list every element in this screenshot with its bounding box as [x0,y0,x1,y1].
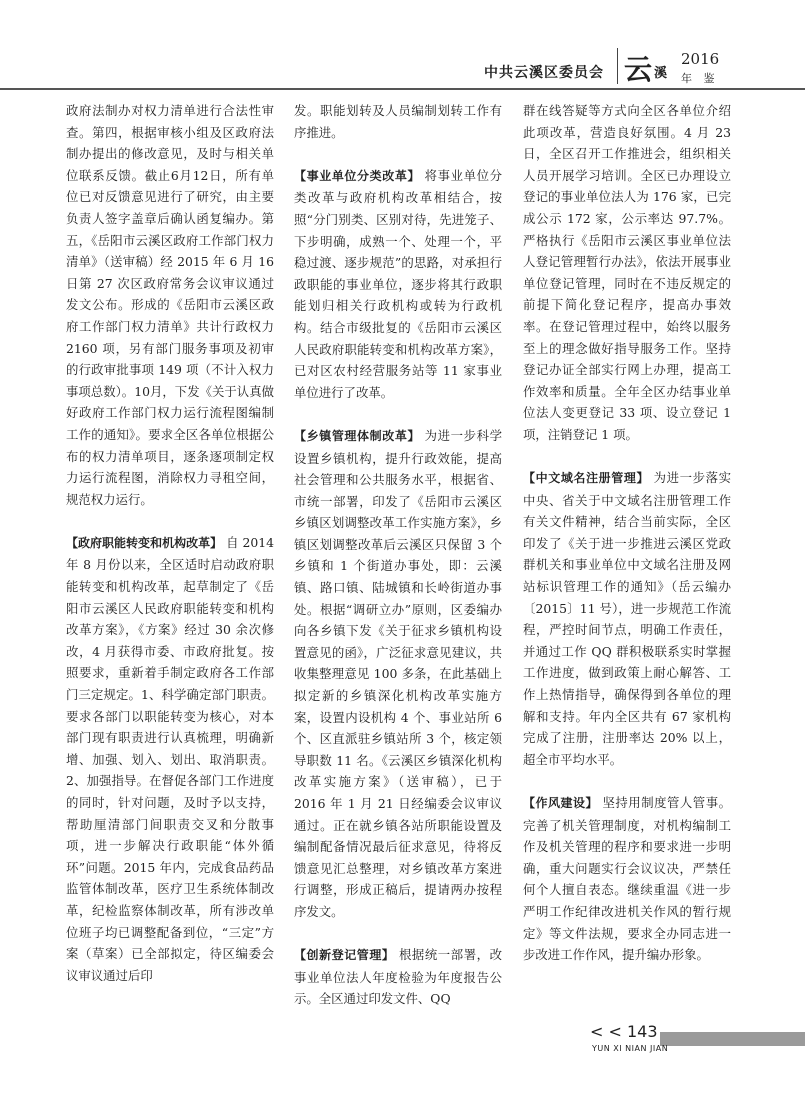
header-year: 2016 [681,50,720,68]
footer-bar [660,1032,805,1046]
section-text: 根据统一部署，改事业单位法人年度检验为年度报告公示。全区通过印发文件、QQ [294,947,502,1007]
section-tag: 【乡镇管理体制改革】 [294,428,421,443]
column-3 [523,100,731,966]
section-tag: 【中文域名注册管理】 [523,471,650,486]
section-text: 为进一步落实中央、省关于中文域名注册管理工作有关文件精神，结合当前实际，全区印发了《关于进一步推进云溪区党政群机关和事业单位中文域名注册及网站标识管理工作的通知》（岳云编办〔2015〕11 号），进一步规范工作流程，严控时间节点，明确工作责任，并通过工作 QQ 群积极联系实时掌握工作进度，做到政策上耐心解答、工作上热情指导，确保得到各单位的理解和支持。年内全区共有 67 家机构完成了注册，注册率达 20% 以上，超全市平均水平。 [523,470,731,767]
section-tag: 【政府职能转变和机构改革】 [66,535,223,550]
section-tag: 【创新登记管理】 [294,948,395,963]
section-text: 自 2014 年 8 月份以来，全区适时启动政府职能转变和机构改革，起草制定了《岳阳市云溪区人民政府职能转变和机构改革方案》，《方案》经过 30 余次修改，4 月获得市委、市政府批复。按照要求，重新着手制定政府各工作部门三定规定。1、科学确定部门职责。要求各部门以职能转变为核心，对本部门现有职责进行认真梳理，明确新增、加强、划入、划出、取消职责。2、加强指导。在督促各部门工作进度的同时，针对问题，及时予以支持，帮助厘清部门间职责交叉和分散事项，进一步解决行政职能“体外循环”问题。2015 年内，完成食品药品监管体制改革，医疗卫生系统体制改革，纪检监察体制改革，所有涉改单位班子均已调整配备到位，“三定”方案（草案）已全部拟定，待区编委会议审议通过后印 [66,534,274,983]
paragraph: 群在线答疑等方式向全区各单位介绍此项改革，营造良好氛围。4 月 23 日，全区召开工作推进会，组织相关人员开展学习培训。全区已办理设立登记的事业单位法人为 176 家，已完成公示 172 家，公示率达 97.7%。严格执行《岳阳市云溪区事业单位法人登记管理暂行办法》，依法开展事业单位登记管理，同时在不违反规定的前提下简化登记程序，提高办事效率。在登记管理过程中，始终以服务至上的理念做好指导服务工作。坚持登记办证全部实行网上办理，提高工作效率和质量。全年全区办结事业单位法人变更登记 33 项、设立登记 1 项，注销登记 1 项。 [523,103,731,442]
section-text: 将事业单位分类改革与政府机构改革相结合，按照“分门别类、区别对待，先进笼子、下步明确，成熟一个、处理一个，平稳过渡、逐步规范”的思路，对承担行政职能的事业单位，逐步将其行政职能划归相关行政机构或转为行政机构。结合市级批复的《岳阳市云溪区人民政府职能转变和机构改革方案》，已对区农村经营服务站等 11 家事业单位进行了改革。 [294,167,502,400]
logo-small-char: 溪 [654,66,668,81]
column-1 [66,100,274,986]
section-township-reform [294,425,502,923]
section-govt-function-reform [66,532,274,986]
header-yearbook: 年 鉴 [681,72,719,85]
section-text: 坚持用制度管人管事。完善了机关管理制度，对机构编制工作及机关管理的程序和要求进一步明确，重大问题实行会议议决，严禁任何个人擅自表态。继续重温《进一步严明工作纪律改进机关作风的暂行规定》等文件法规，要求全办同志进一步改进工作作风，提升编办形象。 [523,795,731,963]
section-tag: 【事业单位分类改革】 [294,168,421,183]
section-registration-innovation [294,944,502,1010]
section-tag: 【作风建设】 [523,796,599,810]
section-domain-registration [523,467,731,770]
header-rule [0,88,805,90]
header-org-name: 中共云溪区委员会 [484,65,604,81]
page-header [0,0,805,92]
logo-big-char: 云 [624,53,653,86]
section-public-institution-reform [294,165,502,404]
section-work-style [523,792,731,966]
paragraph: 政府法制办对权力清单进行合法性审查。第四，根据审核小组及区政府法制办提出的修改意见，及时与相关单位联系反馈。截止6月12日，所有单位已对反馈意见进行了研究，由主要负责人签字盖章后确认函复编办。第五，《岳阳市云溪区政府工作部门权力清单》（送审稿）经 2015 年 6 月 16 日第 27 次区政府常务会议审议通过发文公布。形成的《岳阳市云溪区政府工作部门权力清单》共计行政权力 2160 项，另有部门服务事项及初审的行政审批事项 149 项（不计入权力事项总数）。10月，下发《关于认真做好政府工作部门权力运行流程图编制工作的通知》。要求全区各单位根据公布的权力清单项目，逐条逐项制定权力运行流程图，消除权力寻租空间，规范权力运行。 [66,103,274,507]
page-number: < < 143 [590,1022,658,1041]
paragraph: 发。职能划转及人员编制划转工作有序推进。 [294,103,502,140]
section-text: 为进一步科学设置乡镇机构，提升行政效能，提高社会管理和公共服务水平，根据省、市统一部署，印发了《岳阳市云溪区乡镇区划调整改革工作实施方案》，乡镇区划调整改革后云溪区只保留 3 个乡镇和 1 个街道办事处，即：云溪镇、路口镇、陆城镇和长岭街道办事处。根据“调研立办”原则，区委编办向各乡镇下发《关于征求乡镇机构设置意见的函》，广泛征求意见建议，共收集整理意见 100 多条，在此基础上拟定新的乡镇深化机构改革实施方案，设置内设机构 4 个、事业站所 6 个、区直派驻乡镇站所 3 个，核定领导职数 11 名。《云溪区乡镇深化机构改革实施方案》（送审稿），已于 2016 年 1 月 21 日经编委会议审议通过。正在就乡镇各站所职能设置及编制配备情况最后征求意见，待将反馈意见汇总整理，对乡镇改革方案进行调整，形成正稿后，提请两办按程序发文。 [294,427,502,919]
yunxi-logo [617,48,672,84]
page-footer [590,1020,805,1060]
footer-subtitle: YUN XI NIAN JIAN [592,1044,669,1053]
column-2 [294,100,502,1010]
